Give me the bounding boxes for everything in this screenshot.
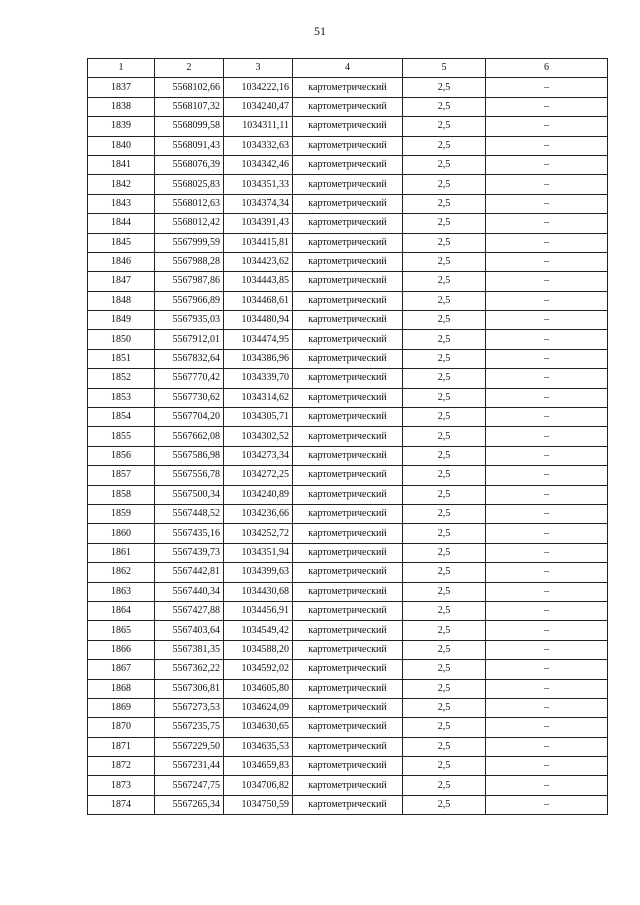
- description-cell: –: [486, 621, 608, 640]
- method-cell: картометрический: [293, 214, 403, 233]
- accuracy-cell: 2,5: [403, 194, 486, 213]
- column-header: 5: [403, 59, 486, 78]
- accuracy-cell: 2,5: [403, 524, 486, 543]
- accuracy-cell: 2,5: [403, 795, 486, 814]
- accuracy-cell: 2,5: [403, 621, 486, 640]
- accuracy-cell: 2,5: [403, 563, 486, 582]
- x-coordinate-cell: 5567442,81: [155, 563, 224, 582]
- y-coordinate-cell: 1034415,81: [224, 233, 293, 252]
- accuracy-cell: 2,5: [403, 601, 486, 620]
- accuracy-cell: 2,5: [403, 485, 486, 504]
- x-coordinate-cell: 5568102,66: [155, 78, 224, 97]
- x-coordinate-cell: 5567448,52: [155, 504, 224, 523]
- y-coordinate-cell: 1034351,33: [224, 175, 293, 194]
- table-row: [88, 388, 608, 407]
- method-cell: картометрический: [293, 369, 403, 388]
- method-cell: картометрический: [293, 698, 403, 717]
- method-cell: картометрический: [293, 737, 403, 756]
- point-number-cell: 1855: [88, 427, 155, 446]
- table-body: [88, 78, 608, 815]
- x-coordinate-cell: 5567247,75: [155, 776, 224, 795]
- y-coordinate-cell: 1034630,65: [224, 718, 293, 737]
- description-cell: –: [486, 504, 608, 523]
- x-coordinate-cell: 5567988,28: [155, 252, 224, 271]
- point-number-cell: 1845: [88, 233, 155, 252]
- column-header: 4: [293, 59, 403, 78]
- accuracy-cell: 2,5: [403, 776, 486, 795]
- method-cell: картометрический: [293, 621, 403, 640]
- coordinates-table: [87, 58, 608, 815]
- description-cell: –: [486, 311, 608, 330]
- point-number-cell: 1859: [88, 504, 155, 523]
- y-coordinate-cell: 1034240,47: [224, 97, 293, 116]
- accuracy-cell: 2,5: [403, 369, 486, 388]
- description-cell: –: [486, 388, 608, 407]
- x-coordinate-cell: 5568099,58: [155, 117, 224, 136]
- x-coordinate-cell: 5567730,62: [155, 388, 224, 407]
- y-coordinate-cell: 1034659,83: [224, 757, 293, 776]
- point-number-cell: 1871: [88, 737, 155, 756]
- x-coordinate-cell: 5567362,22: [155, 660, 224, 679]
- x-coordinate-cell: 5567662,08: [155, 427, 224, 446]
- method-cell: картометрический: [293, 524, 403, 543]
- description-cell: –: [486, 78, 608, 97]
- method-cell: картометрический: [293, 543, 403, 562]
- description-cell: –: [486, 97, 608, 116]
- x-coordinate-cell: 5567586,98: [155, 446, 224, 465]
- description-cell: –: [486, 369, 608, 388]
- point-number-cell: 1838: [88, 97, 155, 116]
- table-row: [88, 330, 608, 349]
- point-number-cell: 1844: [88, 214, 155, 233]
- description-cell: –: [486, 466, 608, 485]
- point-number-cell: 1842: [88, 175, 155, 194]
- table-row: [88, 737, 608, 756]
- description-cell: –: [486, 737, 608, 756]
- x-coordinate-cell: 5567435,16: [155, 524, 224, 543]
- accuracy-cell: 2,5: [403, 543, 486, 562]
- y-coordinate-cell: 1034605,80: [224, 679, 293, 698]
- method-cell: картометрический: [293, 175, 403, 194]
- method-cell: картометрический: [293, 582, 403, 601]
- x-coordinate-cell: 5567556,78: [155, 466, 224, 485]
- accuracy-cell: 2,5: [403, 252, 486, 271]
- y-coordinate-cell: 1034391,43: [224, 214, 293, 233]
- point-number-cell: 1873: [88, 776, 155, 795]
- point-number-cell: 1843: [88, 194, 155, 213]
- method-cell: картометрический: [293, 388, 403, 407]
- description-cell: –: [486, 485, 608, 504]
- method-cell: картометрический: [293, 117, 403, 136]
- y-coordinate-cell: 1034706,82: [224, 776, 293, 795]
- method-cell: картометрический: [293, 78, 403, 97]
- description-cell: –: [486, 543, 608, 562]
- point-number-cell: 1854: [88, 408, 155, 427]
- y-coordinate-cell: 1034456,91: [224, 601, 293, 620]
- table-row: [88, 776, 608, 795]
- accuracy-cell: 2,5: [403, 408, 486, 427]
- table-row: [88, 582, 608, 601]
- accuracy-cell: 2,5: [403, 117, 486, 136]
- method-cell: картометрический: [293, 272, 403, 291]
- y-coordinate-cell: 1034399,63: [224, 563, 293, 582]
- x-coordinate-cell: 5567832,64: [155, 349, 224, 368]
- method-cell: картометрический: [293, 776, 403, 795]
- accuracy-cell: 2,5: [403, 233, 486, 252]
- y-coordinate-cell: 1034305,71: [224, 408, 293, 427]
- point-number-cell: 1839: [88, 117, 155, 136]
- table-row: [88, 795, 608, 814]
- description-cell: –: [486, 563, 608, 582]
- accuracy-cell: 2,5: [403, 78, 486, 97]
- accuracy-cell: 2,5: [403, 388, 486, 407]
- point-number-cell: 1848: [88, 291, 155, 310]
- method-cell: картометрический: [293, 194, 403, 213]
- point-number-cell: 1841: [88, 155, 155, 174]
- method-cell: картометрический: [293, 718, 403, 737]
- column-header: 1: [88, 59, 155, 78]
- y-coordinate-cell: 1034480,94: [224, 311, 293, 330]
- x-coordinate-cell: 5567912,01: [155, 330, 224, 349]
- y-coordinate-cell: 1034624,09: [224, 698, 293, 717]
- description-cell: –: [486, 252, 608, 271]
- point-number-cell: 1858: [88, 485, 155, 504]
- y-coordinate-cell: 1034474,95: [224, 330, 293, 349]
- description-cell: –: [486, 582, 608, 601]
- table-header-row: [88, 59, 608, 78]
- x-coordinate-cell: 5568012,63: [155, 194, 224, 213]
- point-number-cell: 1837: [88, 78, 155, 97]
- description-cell: –: [486, 214, 608, 233]
- x-coordinate-cell: 5567235,75: [155, 718, 224, 737]
- y-coordinate-cell: 1034339,70: [224, 369, 293, 388]
- point-number-cell: 1865: [88, 621, 155, 640]
- method-cell: картометрический: [293, 466, 403, 485]
- point-number-cell: 1856: [88, 446, 155, 465]
- point-number-cell: 1847: [88, 272, 155, 291]
- accuracy-cell: 2,5: [403, 466, 486, 485]
- table-row: [88, 601, 608, 620]
- table-row: [88, 252, 608, 271]
- accuracy-cell: 2,5: [403, 504, 486, 523]
- x-coordinate-cell: 5568107,32: [155, 97, 224, 116]
- accuracy-cell: 2,5: [403, 97, 486, 116]
- table-row: [88, 97, 608, 116]
- point-number-cell: 1840: [88, 136, 155, 155]
- table-row: [88, 446, 608, 465]
- accuracy-cell: 2,5: [403, 272, 486, 291]
- point-number-cell: 1863: [88, 582, 155, 601]
- description-cell: –: [486, 698, 608, 717]
- x-coordinate-cell: 5568076,39: [155, 155, 224, 174]
- accuracy-cell: 2,5: [403, 175, 486, 194]
- point-number-cell: 1872: [88, 757, 155, 776]
- method-cell: картометрический: [293, 640, 403, 659]
- y-coordinate-cell: 1034272,25: [224, 466, 293, 485]
- table-row: [88, 175, 608, 194]
- table-row: [88, 291, 608, 310]
- column-header: 6: [486, 59, 608, 78]
- description-cell: –: [486, 349, 608, 368]
- table-row: [88, 504, 608, 523]
- x-coordinate-cell: 5567966,89: [155, 291, 224, 310]
- table-row: [88, 718, 608, 737]
- y-coordinate-cell: 1034443,85: [224, 272, 293, 291]
- table-row: [88, 660, 608, 679]
- description-cell: –: [486, 291, 608, 310]
- description-cell: –: [486, 175, 608, 194]
- table-row: [88, 311, 608, 330]
- x-coordinate-cell: 5567231,44: [155, 757, 224, 776]
- method-cell: картометрический: [293, 679, 403, 698]
- point-number-cell: 1857: [88, 466, 155, 485]
- x-coordinate-cell: 5567987,86: [155, 272, 224, 291]
- column-header: 3: [224, 59, 293, 78]
- point-number-cell: 1846: [88, 252, 155, 271]
- description-cell: –: [486, 117, 608, 136]
- accuracy-cell: 2,5: [403, 446, 486, 465]
- accuracy-cell: 2,5: [403, 349, 486, 368]
- method-cell: картометрический: [293, 233, 403, 252]
- table-row: [88, 78, 608, 97]
- point-number-cell: 1866: [88, 640, 155, 659]
- x-coordinate-cell: 5568025,83: [155, 175, 224, 194]
- table-row: [88, 427, 608, 446]
- accuracy-cell: 2,5: [403, 640, 486, 659]
- x-coordinate-cell: 5567440,34: [155, 582, 224, 601]
- method-cell: картометрический: [293, 485, 403, 504]
- method-cell: картометрический: [293, 408, 403, 427]
- point-number-cell: 1864: [88, 601, 155, 620]
- point-number-cell: 1862: [88, 563, 155, 582]
- description-cell: –: [486, 679, 608, 698]
- x-coordinate-cell: 5567265,34: [155, 795, 224, 814]
- table-row: [88, 563, 608, 582]
- method-cell: картометрический: [293, 563, 403, 582]
- method-cell: картометрический: [293, 601, 403, 620]
- method-cell: картометрический: [293, 330, 403, 349]
- x-coordinate-cell: 5567935,03: [155, 311, 224, 330]
- x-coordinate-cell: 5567306,81: [155, 679, 224, 698]
- description-cell: –: [486, 640, 608, 659]
- point-number-cell: 1861: [88, 543, 155, 562]
- x-coordinate-cell: 5567381,35: [155, 640, 224, 659]
- table-row: [88, 194, 608, 213]
- y-coordinate-cell: 1034635,53: [224, 737, 293, 756]
- table-row: [88, 621, 608, 640]
- accuracy-cell: 2,5: [403, 698, 486, 717]
- accuracy-cell: 2,5: [403, 718, 486, 737]
- description-cell: –: [486, 524, 608, 543]
- point-number-cell: 1870: [88, 718, 155, 737]
- accuracy-cell: 2,5: [403, 330, 486, 349]
- y-coordinate-cell: 1034549,42: [224, 621, 293, 640]
- x-coordinate-cell: 5567704,20: [155, 408, 224, 427]
- description-cell: –: [486, 776, 608, 795]
- column-header: 2: [155, 59, 224, 78]
- y-coordinate-cell: 1034314,62: [224, 388, 293, 407]
- table-row: [88, 214, 608, 233]
- table-row: [88, 757, 608, 776]
- x-coordinate-cell: 5568012,42: [155, 214, 224, 233]
- y-coordinate-cell: 1034374,34: [224, 194, 293, 213]
- table-row: [88, 466, 608, 485]
- table-row: [88, 272, 608, 291]
- description-cell: –: [486, 757, 608, 776]
- table-row: [88, 698, 608, 717]
- y-coordinate-cell: 1034386,96: [224, 349, 293, 368]
- page-number: 51: [314, 24, 326, 38]
- table-row: [88, 679, 608, 698]
- method-cell: картометрический: [293, 252, 403, 271]
- method-cell: картометрический: [293, 757, 403, 776]
- description-cell: –: [486, 408, 608, 427]
- accuracy-cell: 2,5: [403, 582, 486, 601]
- accuracy-cell: 2,5: [403, 660, 486, 679]
- description-cell: –: [486, 795, 608, 814]
- point-number-cell: 1850: [88, 330, 155, 349]
- y-coordinate-cell: 1034273,34: [224, 446, 293, 465]
- method-cell: картометрический: [293, 291, 403, 310]
- table-row: [88, 155, 608, 174]
- accuracy-cell: 2,5: [403, 136, 486, 155]
- method-cell: картометрический: [293, 155, 403, 174]
- description-cell: –: [486, 136, 608, 155]
- description-cell: –: [486, 330, 608, 349]
- point-number-cell: 1860: [88, 524, 155, 543]
- x-coordinate-cell: 5567999,59: [155, 233, 224, 252]
- point-number-cell: 1867: [88, 660, 155, 679]
- description-cell: –: [486, 718, 608, 737]
- point-number-cell: 1874: [88, 795, 155, 814]
- table-row: [88, 136, 608, 155]
- accuracy-cell: 2,5: [403, 427, 486, 446]
- x-coordinate-cell: 5567500,34: [155, 485, 224, 504]
- point-number-cell: 1851: [88, 349, 155, 368]
- x-coordinate-cell: 5567439,73: [155, 543, 224, 562]
- accuracy-cell: 2,5: [403, 214, 486, 233]
- table-row: [88, 369, 608, 388]
- point-number-cell: 1868: [88, 679, 155, 698]
- table-row: [88, 117, 608, 136]
- x-coordinate-cell: 5568091,43: [155, 136, 224, 155]
- table-row: [88, 524, 608, 543]
- point-number-cell: 1849: [88, 311, 155, 330]
- table-row: [88, 408, 608, 427]
- x-coordinate-cell: 5567273,53: [155, 698, 224, 717]
- table-row: [88, 485, 608, 504]
- y-coordinate-cell: 1034240,89: [224, 485, 293, 504]
- y-coordinate-cell: 1034423,62: [224, 252, 293, 271]
- accuracy-cell: 2,5: [403, 757, 486, 776]
- description-cell: –: [486, 272, 608, 291]
- point-number-cell: 1853: [88, 388, 155, 407]
- y-coordinate-cell: 1034351,94: [224, 543, 293, 562]
- y-coordinate-cell: 1034222,16: [224, 78, 293, 97]
- description-cell: –: [486, 233, 608, 252]
- accuracy-cell: 2,5: [403, 311, 486, 330]
- method-cell: картометрический: [293, 97, 403, 116]
- x-coordinate-cell: 5567770,42: [155, 369, 224, 388]
- x-coordinate-cell: 5567403,64: [155, 621, 224, 640]
- y-coordinate-cell: 1034588,20: [224, 640, 293, 659]
- y-coordinate-cell: 1034592,02: [224, 660, 293, 679]
- table-row: [88, 233, 608, 252]
- accuracy-cell: 2,5: [403, 737, 486, 756]
- description-cell: –: [486, 660, 608, 679]
- y-coordinate-cell: 1034236,66: [224, 504, 293, 523]
- method-cell: картометрический: [293, 311, 403, 330]
- method-cell: картометрический: [293, 136, 403, 155]
- accuracy-cell: 2,5: [403, 291, 486, 310]
- method-cell: картометрический: [293, 504, 403, 523]
- y-coordinate-cell: 1034311,11: [224, 117, 293, 136]
- accuracy-cell: 2,5: [403, 679, 486, 698]
- point-number-cell: 1852: [88, 369, 155, 388]
- y-coordinate-cell: 1034430,68: [224, 582, 293, 601]
- y-coordinate-cell: 1034302,52: [224, 427, 293, 446]
- table-row: [88, 543, 608, 562]
- description-cell: –: [486, 155, 608, 174]
- method-cell: картометрический: [293, 660, 403, 679]
- x-coordinate-cell: 5567427,88: [155, 601, 224, 620]
- method-cell: картометрический: [293, 427, 403, 446]
- y-coordinate-cell: 1034468,61: [224, 291, 293, 310]
- method-cell: картометрический: [293, 446, 403, 465]
- description-cell: –: [486, 601, 608, 620]
- table-row: [88, 349, 608, 368]
- y-coordinate-cell: 1034750,59: [224, 795, 293, 814]
- method-cell: картометрический: [293, 349, 403, 368]
- description-cell: –: [486, 427, 608, 446]
- point-number-cell: 1869: [88, 698, 155, 717]
- description-cell: –: [486, 194, 608, 213]
- description-cell: –: [486, 446, 608, 465]
- y-coordinate-cell: 1034342,46: [224, 155, 293, 174]
- x-coordinate-cell: 5567229,50: [155, 737, 224, 756]
- accuracy-cell: 2,5: [403, 155, 486, 174]
- y-coordinate-cell: 1034252,72: [224, 524, 293, 543]
- method-cell: картометрический: [293, 795, 403, 814]
- table-row: [88, 640, 608, 659]
- y-coordinate-cell: 1034332,63: [224, 136, 293, 155]
